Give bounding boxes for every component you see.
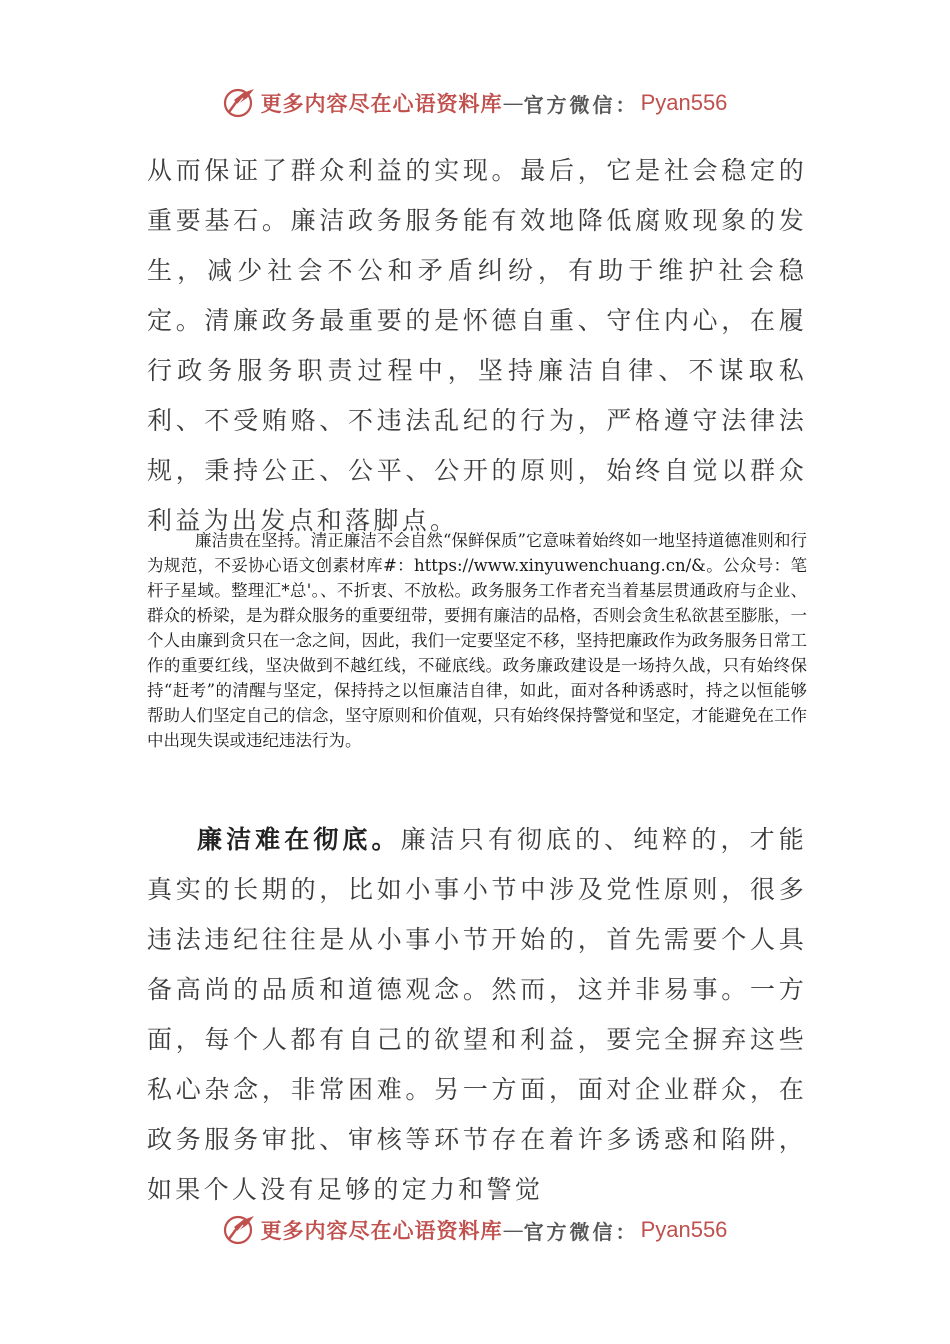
paragraph-3-lead: 廉洁难在彻底。 xyxy=(197,825,401,854)
paragraph-2: 廉洁贵在坚持。清正廉洁不会自然“保鲜保质”它意味着始终如一地坚持道德准则和行为规范，不妥协心语文创素材库#：https://www.xinyuwenchuang.cn/&。公众号：笔杆子星域。整理汇*总'。、不折衷、不放松。政务服务工作者充当着基层贯通政府与企业、群众的桥梁，是为群众服务的重要纽带，要拥有廉洁的品格，否则会贪生私欲甚至膨胀，一个人由廉到贪只在一念之间，因此，我们一定要坚定不移，坚持把廉政作为政务服务日常工作的重要红线，坚决做到不越红线，不碰底线。政务廉政建设是一场持久战，只有始终保持“赶考”的清醒与坚定，保持持之以恒廉洁自律，如此，面对各种诱惑时，持之以恒能够帮助人们坚定自己的信念，坚守原则和价值观，只有始终保持警觉和坚定，才能避免在工作中出现失误或违纪违法行为。 xyxy=(147,531,807,750)
header-wechat-id: Pyan556 xyxy=(640,90,728,115)
header-dash: — xyxy=(502,91,524,115)
footer-wechat-id: Pyan556 xyxy=(640,1217,728,1242)
footer-dash: — xyxy=(502,1218,524,1242)
pen-seal-logo-icon xyxy=(223,86,257,120)
footer-banner xyxy=(0,1210,950,1250)
paragraph-3 xyxy=(147,815,807,1215)
header-banner xyxy=(0,83,950,123)
header-tagline: 官方微信： xyxy=(523,92,639,117)
footer-tagline: 官方微信： xyxy=(523,1219,639,1244)
pen-seal-logo-icon xyxy=(223,1213,257,1247)
header-brand: 更多内容尽在心语资料库 xyxy=(260,91,503,116)
footer-brand: 更多内容尽在心语资料库 xyxy=(260,1218,503,1243)
paragraph-1: 从而保证了群众利益的实现。最后，它是社会稳定的重要基石。廉洁政务服务能有效地降低腐败现象的发生，减少社会不公和矛盾纠纷，有助于维护社会稳定。清廉政务最重要的是怀德自重、守住内心，在履行政务服务职责过程中，坚持廉洁自律、不谋取私利、不受贿赂、不违法乱纪的行为，严格遵守法律法规，秉持公正、公平、公开的原则，始终自觉以群众利益为出发点和落脚点。 xyxy=(147,156,807,535)
paragraph-3-body: 廉洁只有彻底的、纯粹的，才能真实的长期的，比如小事小节中涉及党性原则，很多违法违纪往往是从小事小节开始的，首先需要个人具备高尚的品质和道德观念。然而，这并非易事。一方面，每个人都有自己的欲望和利益，要完全摒弃这些私心杂念，非常困难。另一方面，面对企业群众，在政务服务审批、审核等环节存在着许多诱惑和陷阱，如果个人没有足够的定力和警觉 xyxy=(147,825,807,1204)
